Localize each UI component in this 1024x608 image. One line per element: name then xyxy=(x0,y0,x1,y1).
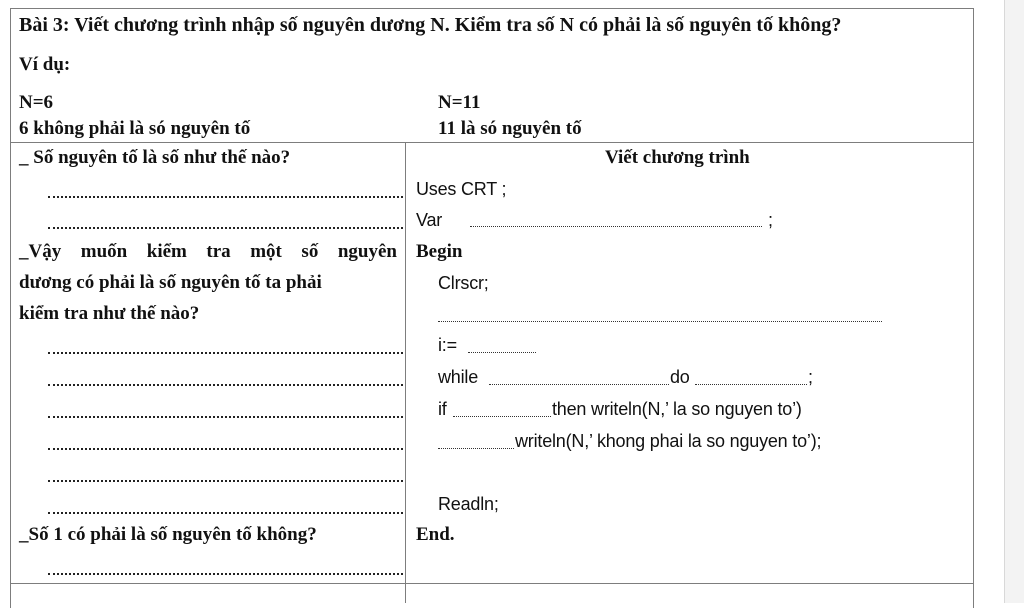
answer-line xyxy=(48,352,403,354)
question-how-to-check-line3: kiểm tra như thế nào? xyxy=(19,303,200,324)
code-begin: Begin xyxy=(416,241,463,262)
answer-line xyxy=(48,448,403,450)
code-else-writeln: writeln(N,’ khong phai la so nguyen to’); xyxy=(515,431,822,451)
code-uses: Uses CRT ; xyxy=(416,179,507,199)
example2-result: 11 là só nguyên tố xyxy=(438,118,582,139)
example1-input: N=6 xyxy=(19,92,54,113)
question-how-to-check-line2: dương có phải là số nguyên tố ta phải xyxy=(19,272,322,293)
code-end: End. xyxy=(416,524,455,545)
exercise-title: Bài 3: Viết chương trình nhập số nguyên dương N. Kiểm tra số N có phải là số nguyên tố không? xyxy=(19,14,842,36)
table-bottom-border xyxy=(10,583,974,584)
answer-line xyxy=(48,227,403,229)
code-readln: Readln; xyxy=(438,494,499,514)
code-blank xyxy=(468,352,536,353)
program-heading: Viết chương trình xyxy=(605,147,750,168)
table-column-divider xyxy=(405,142,406,603)
code-blank xyxy=(489,384,669,385)
code-var: Var xyxy=(416,210,443,230)
code-while: while xyxy=(438,367,479,387)
example-label: Ví dụ: xyxy=(19,54,71,75)
question-prime-definition: _ Số nguyên tố là số như thế nào? xyxy=(19,147,291,168)
code-assign: i:= xyxy=(438,335,457,355)
code-blank xyxy=(453,416,551,417)
window-right-edge xyxy=(1004,0,1024,603)
answer-line xyxy=(48,480,403,482)
example2-input: N=11 xyxy=(438,92,481,113)
answer-line xyxy=(48,416,403,418)
code-blank xyxy=(470,226,762,227)
code-if: if xyxy=(438,399,447,419)
code-do: do xyxy=(670,367,690,387)
code-blank xyxy=(695,384,807,385)
code-then: then writeln(N,’ la so nguyen to’) xyxy=(552,399,802,419)
answer-line xyxy=(48,512,403,514)
code-while-end: ; xyxy=(808,367,813,387)
code-blank xyxy=(438,321,882,322)
table-top-border xyxy=(10,142,974,143)
code-clrscr: Clrscr; xyxy=(438,273,489,293)
code-var-end: ; xyxy=(768,210,773,230)
question-how-to-check-line1: _Vậy muốn kiểm tra một số nguyên xyxy=(19,241,397,262)
example1-result: 6 không phải là só nguyên tố xyxy=(19,118,251,139)
answer-line xyxy=(48,196,403,198)
answer-line xyxy=(48,573,403,575)
answer-line xyxy=(48,384,403,386)
code-blank xyxy=(438,448,514,449)
question-is-one-prime: _Số 1 có phải là số nguyên tố không? xyxy=(19,524,317,545)
